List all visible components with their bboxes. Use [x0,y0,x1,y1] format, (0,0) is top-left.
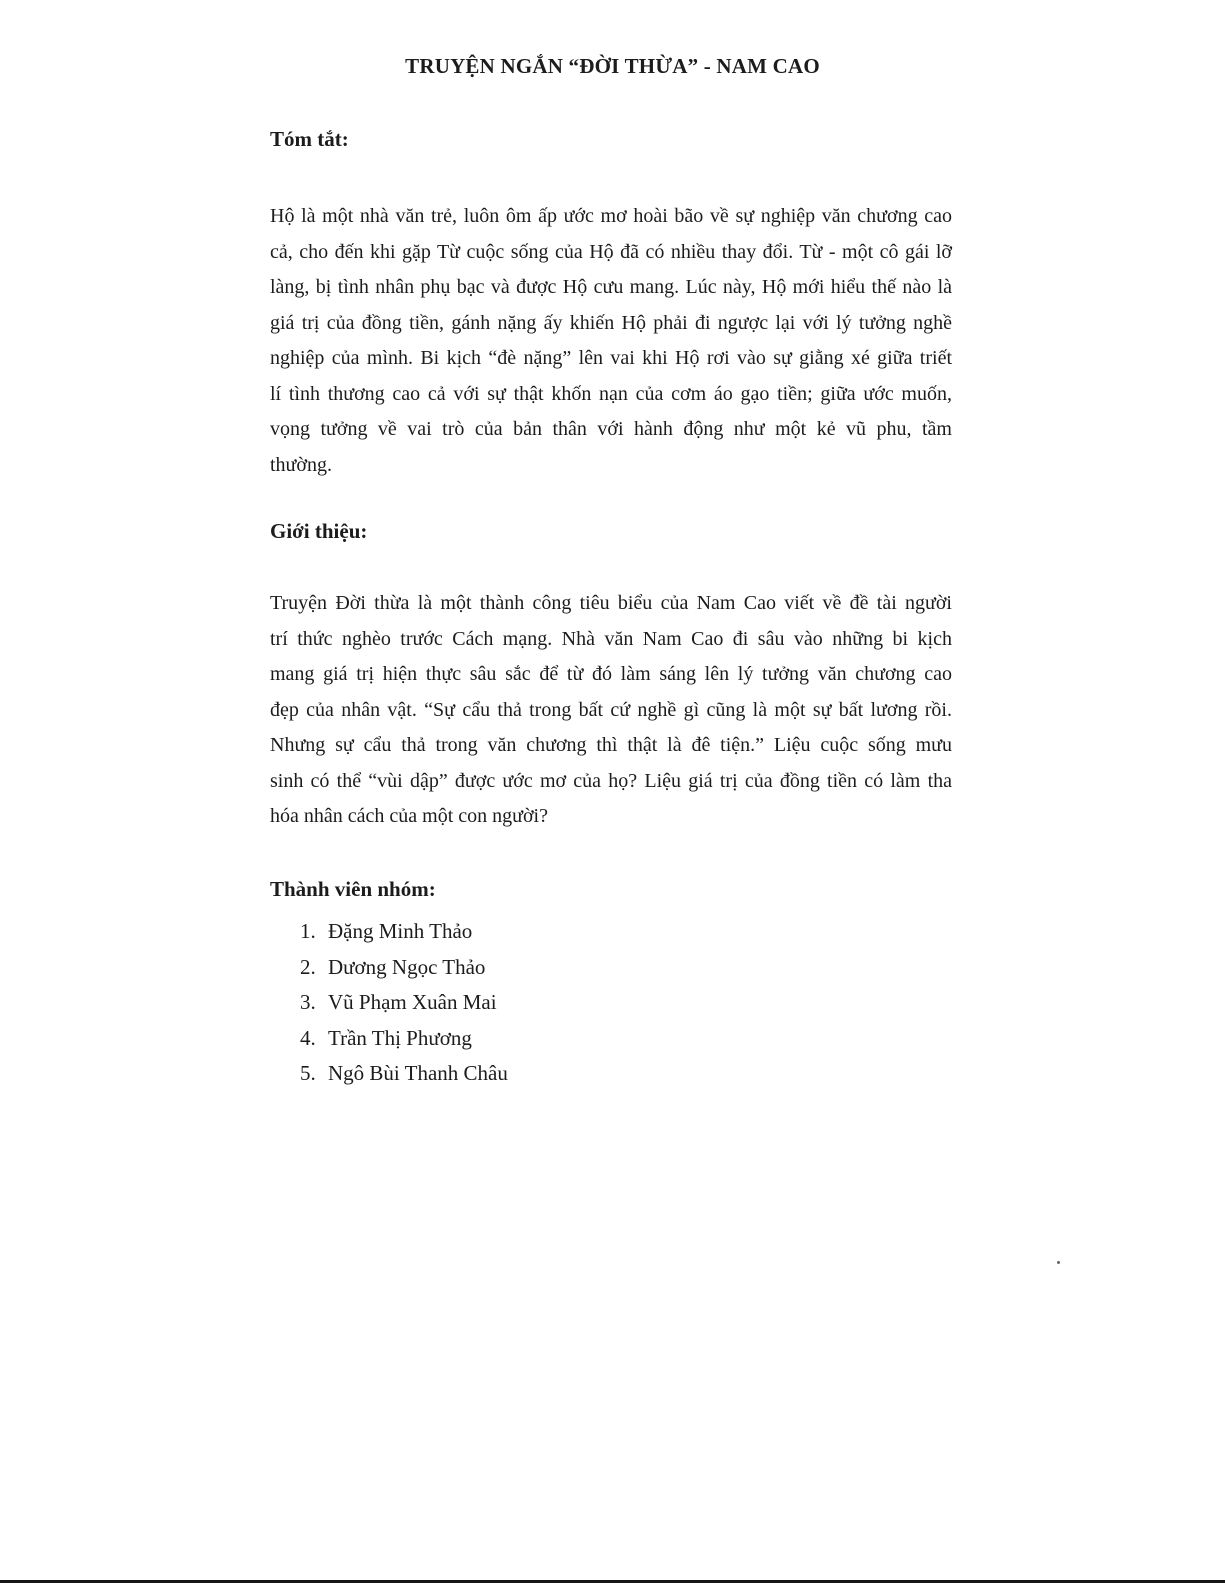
member-number: 3. [300,990,316,1014]
scan-speck-artifact [1057,1261,1060,1264]
summary-paragraph-line: Hộ là một nhà văn trẻ, luôn ôm ấp ước mơ hoài bão về sự nghiệp văn chương cao [270,205,952,227]
member-item [270,1056,952,1092]
intro-heading: Giới thiệu: [270,519,368,543]
intro-paragraph-line: mang giá trị hiện thực sâu sắc để từ đó làm sáng lên lý tưởng văn chương cao [270,663,952,685]
intro-paragraph [270,586,952,835]
intro-paragraph-line: hóa nhân cách của một con người? [270,805,548,827]
member-number: 2. [300,954,316,979]
member-item [270,1021,952,1057]
member-name: Dương Ngọc Thảo [328,954,486,979]
summary-paragraph-line: vọng tưởng về vai trò của bản thân với hành động như một kẻ vũ phu, tầm [270,418,952,440]
summary-heading: Tóm tắt: [270,127,349,151]
member-name: Ngô Bùi Thanh Châu [328,1061,508,1085]
members-heading: Thành viên nhóm: [270,877,436,901]
intro-paragraph-line: trí thức nghèo trước Cách mạng. Nhà văn Nam Cao đi sâu vào những bi kịch [270,627,952,650]
summary-paragraph [270,199,952,483]
scan-edge-line [0,1580,1225,1583]
summary-paragraph-line: nghiệp của mình. Bi kịch “đè nặng” lên vai khi Hộ rơi vào sự giằng xé giữa triết [270,347,952,369]
member-item [270,950,952,986]
document-title: TRUYỆN NGẮN “ĐỜI THỪA” - NAM CAO [405,54,820,78]
intro-paragraph-line: Nhưng sự cẩu thả trong văn chương thì thật là đê tiện.” Liệu cuộc sống mưu [270,734,952,756]
member-number: 5. [300,1061,316,1085]
member-number: 1. [300,919,316,943]
member-item [270,985,952,1021]
member-item [270,914,952,950]
summary-paragraph-line: làng, bị tình nhân phụ bạc và được Hộ cưu mang. Lúc này, Hộ mới hiểu thế nào là [270,276,952,298]
member-name: Đặng Minh Thảo [328,919,473,943]
member-name: Trần Thị Phương [328,1025,472,1050]
summary-paragraph-line: thường. [270,453,332,476]
intro-paragraph-line: đẹp của nhân vật. “Sự cẩu thả trong bất cứ nghề gì cũng là một sự bất lương rồi. [270,698,952,721]
summary-paragraph-line: lí tình thương cao cả với sự thật khốn nạn của cơm áo gạo tiền; giữa ước muốn, [270,382,952,405]
members-list [270,914,952,1092]
member-name: Vũ Phạm Xuân Mai [328,990,497,1014]
intro-paragraph-line: sinh có thể “vùi dập” được ước mơ của họ? Liệu giá trị của đồng tiền có làm tha [270,769,952,792]
intro-paragraph-line: Truyện Đời thừa là một thành công tiêu biểu của Nam Cao viết về đề tài người [270,592,952,614]
summary-paragraph-line: cả, cho đến khi gặp Từ cuộc sống của Hộ đã có nhiều thay đổi. Từ - một cô gái lỡ [270,240,952,263]
summary-paragraph-line: giá trị của đồng tiền, gánh nặng ấy khiến Hộ phải đi ngược lại với lý tưởng nghề [270,311,952,334]
member-number: 4. [300,1025,316,1050]
